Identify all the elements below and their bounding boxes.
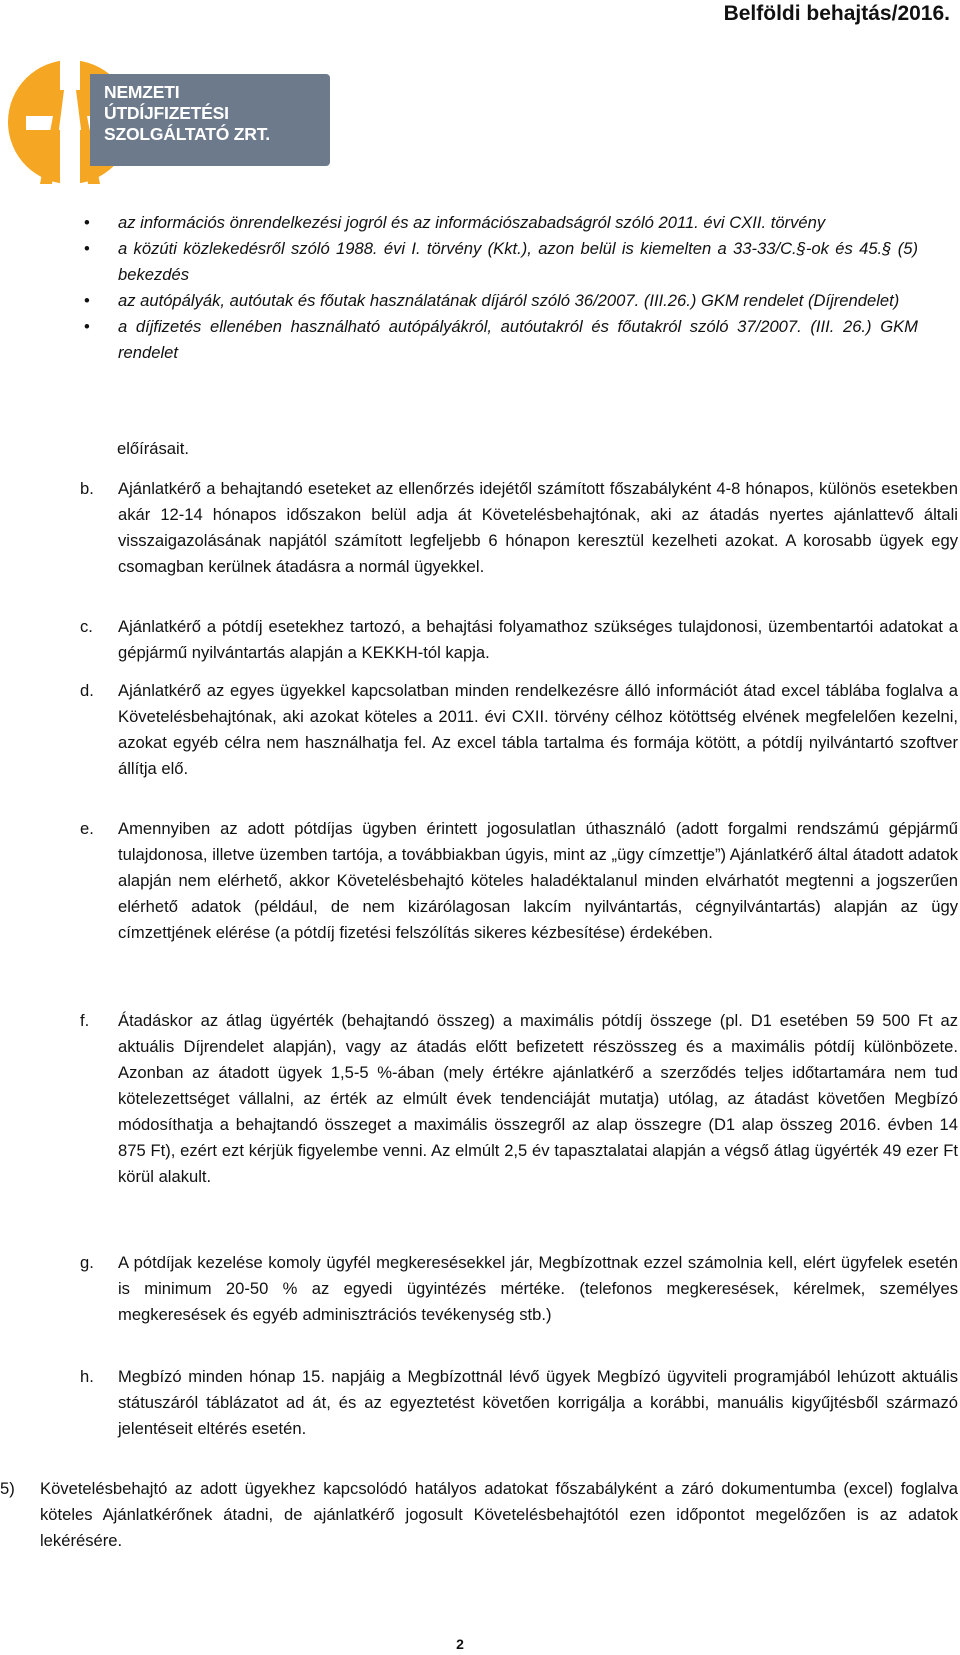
logo-line-1: NEMZETI (104, 82, 180, 102)
section-number: 5) (0, 1479, 15, 1498)
list-item (80, 236, 918, 288)
item-text: Megbízó minden hónap 15. napjáig a Megbízottnál lévő ügyek Megbízó ügyviteli programjából lehúzott aktuális státuszáról táblázatot ad át, és az egyeztetést követően korrigálja a korábbi, manuális kigyűjtésből származó jelentéseit eltérés esetén. (118, 1367, 958, 1438)
item-text: Amennyiben az adott pótdíjas ügyben érintett jogosulatlan úthasználó (adott forgalmi rendszámú gépjármű tulajdonosa, illetve üzemben tartója, a továbbiakban úgyis, mint az „ügy címzettje”) Ajánlatkérő által átadott adatok alapján nem elérhető, akkor Követelésbehajtó köteles haladéktalanul minden elvárhatót megtenni a jogszerűen elérhető adatok (például, de nem kizárólagosan lakcím nyilvántartás, cégnyilvántartás) alapján az ügy címzettjének elérése (a pótdíj fizetési felszólítás sikeres kézbesítése) érdekében. (118, 819, 958, 942)
company-logo (8, 56, 324, 186)
list-item (80, 314, 918, 366)
list-item-text: a közúti közlekedésről szóló 1988. évi I. törvény (Kkt.), azon belül is kiemelten a 33-33/C.§-ok és 45.§ (5) bekezdés (118, 239, 918, 284)
logo-line-3: SZOLGÁLTATÓ ZRT. (104, 124, 270, 144)
bullet-icon: • (84, 213, 90, 232)
bullet-icon: • (84, 317, 90, 336)
section-text: Követelésbehajtó az adott ügyekhez kapcsolódó hatályos adatokat főszabályként a záró dokumentumba (excel) foglalva köteles Ajánlatkérőnek átadni, de ajánlatkérő jogosult Követelésbehajtótól ezen időpontot megelőzően is az adatok lekérésére. (40, 1479, 958, 1550)
bullet-icon: • (84, 239, 90, 258)
item-letter: f. (80, 1011, 90, 1030)
item-letter: e. (80, 819, 94, 838)
logo-text (104, 82, 270, 145)
legal-references-list (80, 210, 960, 366)
list-item (80, 288, 918, 314)
item-text: Ajánlatkérő az egyes ügyekkel kapcsolatban minden rendelkezésre álló információt átad excel táblába foglalva a Követelésbehajtónak, aki azokat köteles a 2011. évi CXII. törvény célhoz kötöttség elvének megfelelően kezelni, azokat egyéb célra nem használhatja fel. Az excel tábla tartalma és formája kötött, a pótdíj nyilvántartó szoftver állítja elő. (118, 681, 958, 778)
item-letter: h. (80, 1367, 94, 1386)
item-letter: b. (80, 479, 94, 498)
item-letter: d. (80, 681, 94, 700)
prescriptions-text: előírásait. (117, 439, 189, 458)
list-item-text: az információs önrendelkezési jogról és az információszabadságról szóló 2011. évi CXII. törvény (118, 213, 826, 232)
item-text: Ajánlatkérő a pótdíj esetekhez tartozó, a behajtási folyamathoz szükséges tulajdonosi, üzembentartói adatokat a gépjármű nyilvántartás alapján a KEKKH-tól kapja. (118, 617, 958, 662)
item-text: Ajánlatkérő a behajtandó eseteket az ellenőrzés idejétől számított főszabályként 4-8 hónapos, különös esetekben akár 12-14 hónapos időszakon belül adja át Követelésbehajtónak, aki az átadás nyertes ajánlattevő általi visszaigazolásának napjától számított legfeljebb 6 hónapon keresztül kezelheti azokat. A korosabb ügyek egy csomagban kerülnek átadásra a normál ügyekkel. (118, 479, 958, 576)
item-letter: c. (80, 617, 93, 636)
logo-line-2: ÚTDÍJFIZETÉSI (104, 103, 229, 123)
list-item (80, 210, 918, 236)
item-text: Átadáskor az átlag ügyérték (behajtandó összeg) a maximális pótdíj összege (pl. D1 esetében 59 500 Ft az aktuális Díjrendelet alapján), vagy az átadás előtt befizetett részösszeg és a maximális pótdíj különbözete. Azonban az átadott ügyek 1,5-5 %-ában (mely értékre ajánlatkérő a szerződés teljes időtartamára nem tud kötelezettséget vállalni, az érték az elmúlt évek tendenciáját mutatja) utólag, az átadást követően Megbízó módosíthatja a behajtandó összeget a maximális összegről az alap összegre (D1 alap összeg 2016. évben 14 875 Ft), ezért ezt kérjük figyelembe venni. Az elmúlt 2,5 év tapasztalatai alapján a végső átlag ügyérték 49 ezer Ft körül alakult. (118, 1011, 958, 1186)
item-text: A pótdíjak kezelése komoly ügyfél megkeresésekkel jár, Megbízottnak ezzel számolnia kell, elért ügyfelek esetén is minimum 20-50 % az egyedi ügyintézés mértéke. (telefonos megkeresések, kérelmek, személyes megkeresések és egyéb adminisztrációs tevékenység stb.) (118, 1253, 958, 1324)
list-item-text: az autópályák, autóutak és főutak használatának díjáról szóló 36/2007. (III.26.) GKM rendelet (Díjrendelet) (118, 291, 900, 310)
item-letter: g. (80, 1253, 94, 1272)
bullet-icon: • (84, 291, 90, 310)
list-item-text: a díjfizetés ellenében használható autópályákról, autóutakról és főutakról szóló 37/2007. (III. 26.) GKM rendelet (118, 317, 918, 362)
page-number: 2 (456, 1636, 464, 1652)
document-header-title: Belföldi behajtás/2016. (723, 2, 950, 25)
